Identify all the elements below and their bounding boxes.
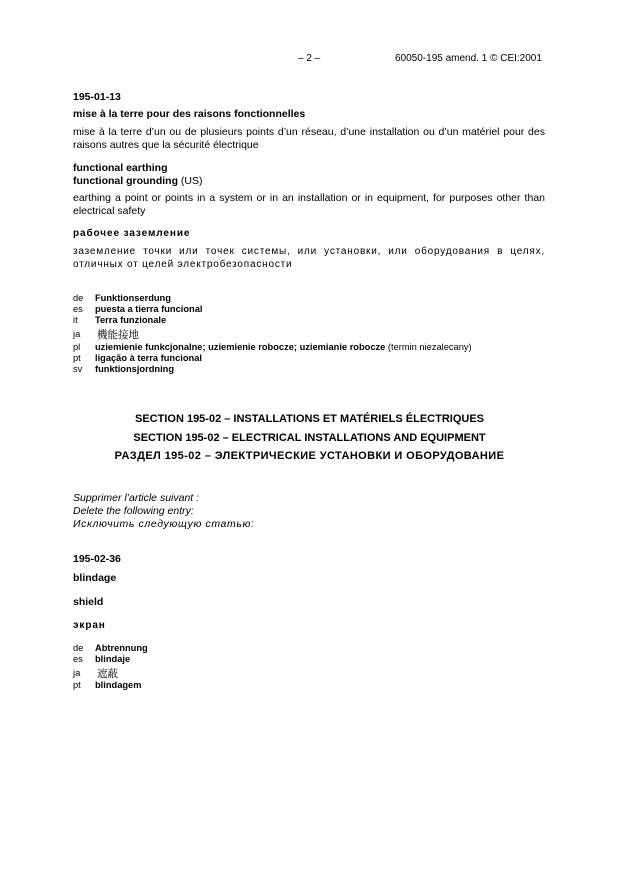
lang-term: puesta a tierra funcional: [95, 304, 203, 314]
section-heading-en: SECTION 195-02 – ELECTRICAL INSTALLATIONS AND EQUIPMENT: [133, 432, 486, 444]
english-term-us-label: functional grounding: [73, 175, 178, 187]
instruction-ru: Исключить следующую статью:: [73, 518, 255, 530]
lang-code: de: [73, 293, 84, 303]
entry-number: 195-02-36: [73, 553, 121, 565]
english-term: functional earthing: [73, 162, 168, 174]
entry-number: 195-01-13: [73, 91, 121, 103]
instruction-fr: Supprimer l’article suivant :: [73, 492, 200, 504]
section-heading-fr: SECTION 195-02 – INSTALLATIONS ET MATÉRIELS ÉLECTRIQUES: [135, 413, 484, 425]
document-reference: 60050-195 amend. 1 © CEI:2001: [395, 53, 542, 64]
lang-code: ja: [73, 329, 81, 339]
russian-definition: заземление точки или точек системы, или установки, или оборудования в целях, отличных от целей электробезопасности: [73, 246, 545, 270]
lang-term: 機能接地: [97, 329, 139, 341]
english-term-us-note: (US): [180, 175, 203, 187]
lang-code: sv: [73, 364, 83, 374]
lang-term: blindagem: [95, 680, 142, 690]
lang-term: Abtrennung: [95, 643, 148, 653]
french-term: blindage: [73, 572, 117, 584]
lang-term: Terra funzionale: [95, 315, 167, 325]
language-equivalents: [73, 643, 553, 693]
french-definition: mise à la terre d’un ou de plusieurs points d’un réseau, d’une installation ou d’un matériel pour des raisons autres que la sécurité électrique: [73, 126, 545, 151]
language-equivalents: [73, 293, 553, 383]
lang-term: blindaje: [95, 654, 131, 664]
section-heading-ru: РАЗДЕЛ 195-02 – ЭЛЕКТРИЧЕСКИЕ УСТАНОВКИ И ОБОРУДОВАНИЕ: [114, 450, 505, 462]
lang-term: Funktionserdung: [95, 293, 171, 303]
lang-code: es: [73, 654, 83, 664]
lang-term: uziemienie funkcjonalne; uziemienie robocze; uziemianie robocze: [95, 342, 386, 352]
lang-code: ja: [73, 668, 81, 678]
lang-code: pl: [73, 342, 81, 352]
lang-term-group: [95, 342, 472, 352]
english-term-us: [73, 175, 203, 187]
french-term: mise à la terre pour des raisons fonctionnelles: [73, 108, 306, 120]
lang-term: funktionsjordning: [95, 364, 175, 374]
lang-term: ligação à terra funcional: [95, 353, 202, 363]
english-term: shield: [73, 596, 104, 608]
lang-term-note: (termin niezalecany): [385, 342, 472, 352]
russian-term: рабочее заземление: [73, 228, 191, 239]
lang-term: 遮蔽: [97, 668, 118, 680]
page-number: – 2 –: [298, 53, 321, 64]
lang-code: pt: [73, 353, 81, 363]
russian-term: экран: [73, 620, 106, 631]
lang-code: es: [73, 304, 83, 314]
lang-code: de: [73, 643, 84, 653]
lang-code: pt: [73, 680, 81, 690]
instruction-en: Delete the following entry:: [73, 505, 194, 517]
lang-code: it: [73, 315, 78, 325]
english-definition: earthing a point or points in a system or in an installation or in equipment, for purposes other than electrical safety: [73, 192, 545, 217]
